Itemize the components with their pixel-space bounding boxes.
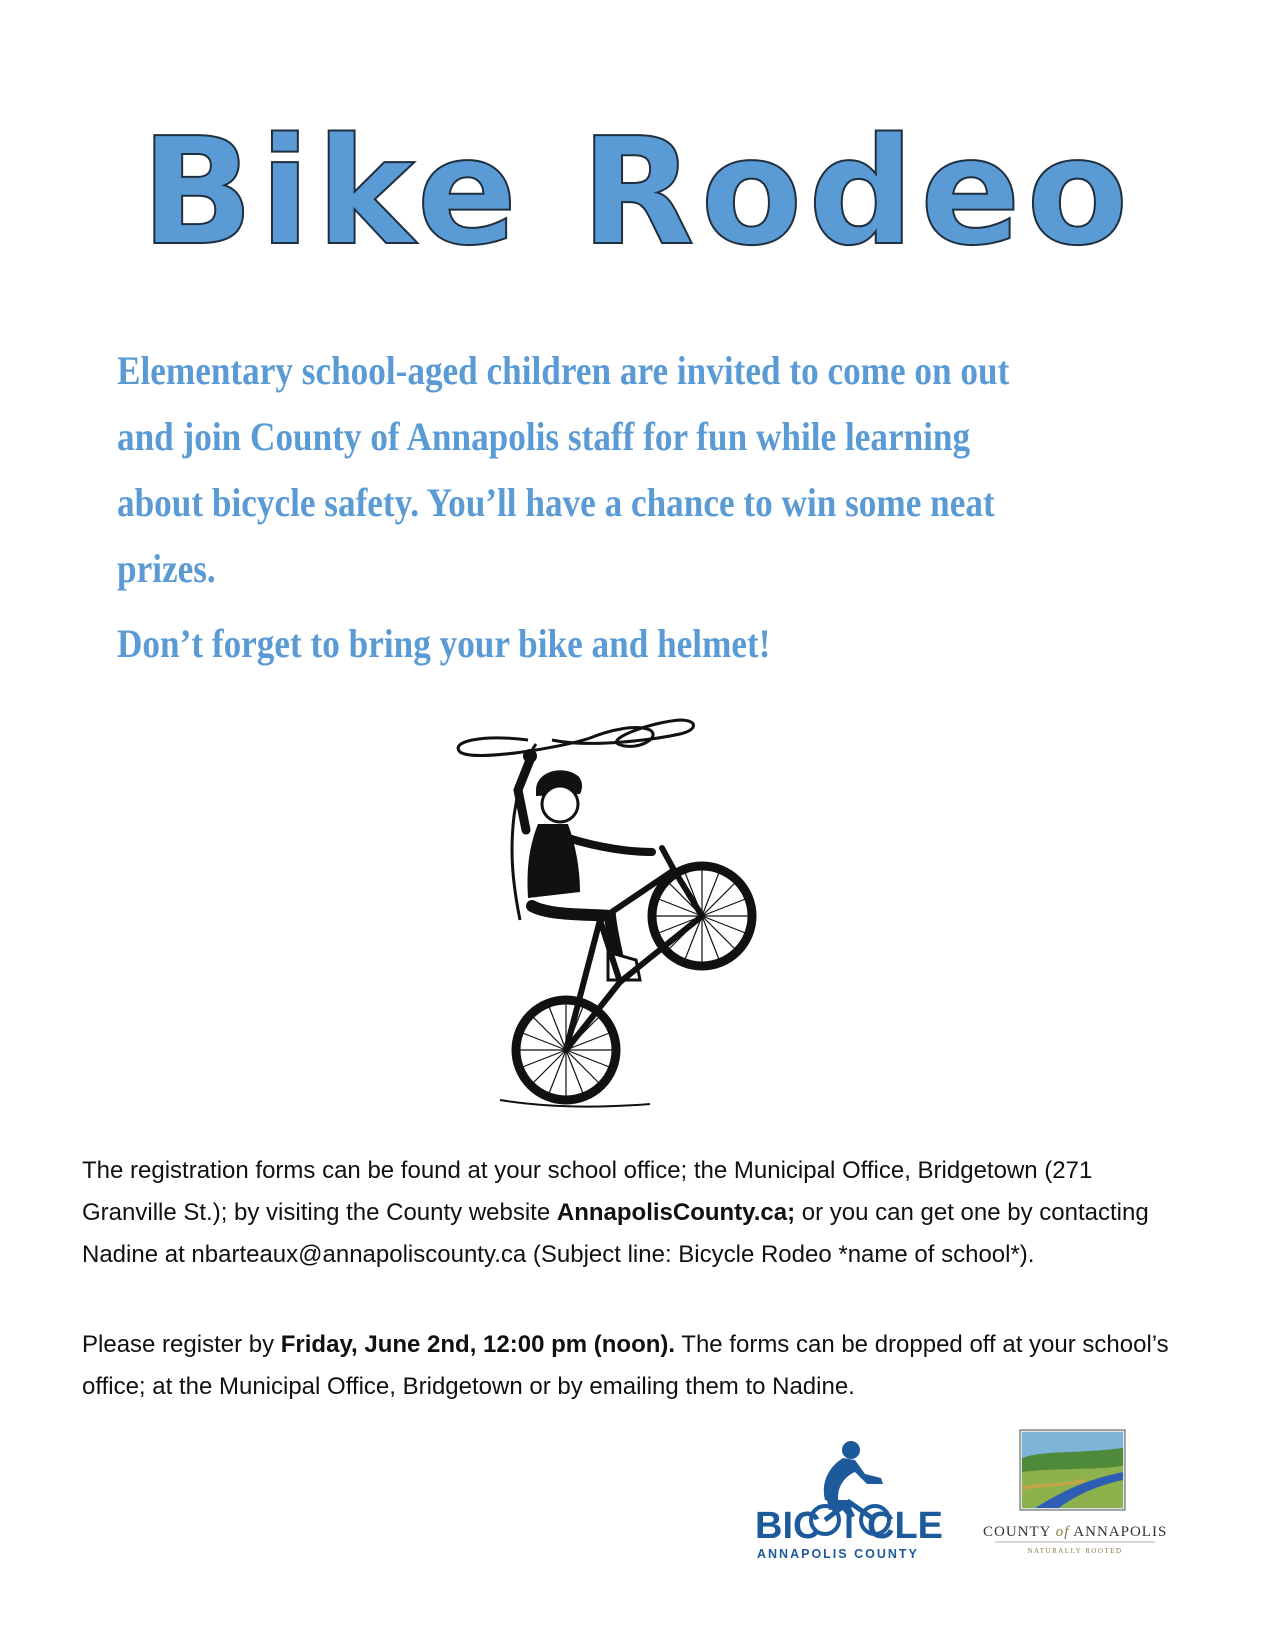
logo-county-tagline: NATURALLY ROOTED xyxy=(1027,1547,1123,1555)
cyclist-wheelie-lasso-icon xyxy=(440,720,800,1110)
reminder-text: Don’t forget to bring your bike and helmet! xyxy=(117,621,771,666)
logo-bicycle-end: CLE xyxy=(867,1505,943,1547)
county-website-link[interactable]: AnnapolisCounty.ca; xyxy=(556,1199,796,1226)
svg-text:COUNTY of ANNAPOLIS xyxy=(983,1524,1167,1540)
intro-paragraph: Elementary school-aged children are invited to come on out and join County of Annapolis staff for fun while learning about bicycle safety. You’ll have a chance to win some neat prizes. xyxy=(117,348,1010,591)
registration-text-end: or you can get one by contacting Nadine at nbarteaux@annapoliscounty.ca (Subject line: Bicycle Rodeo *name of school*). xyxy=(82,1199,1149,1268)
deadline-date: Friday, June 2nd, 12:00 pm (noon). xyxy=(280,1331,676,1358)
deadline-text-start: Please register by xyxy=(82,1331,281,1358)
logo-county-of: of xyxy=(1055,1524,1070,1540)
deadline-text-end: The forms can be dropped off at your school’s office; at the Municipal Office, Bridgetown or by emailing them to Nadine. xyxy=(82,1331,1169,1400)
county-of-annapolis-logo xyxy=(975,1428,1175,1558)
logo-bicycle-start: BIC xyxy=(755,1505,821,1547)
deadline-paragraph xyxy=(82,1324,1192,1408)
registration-text-start: The registration forms can be found at your school office; the Municipal Office, Bridgetown (271 Granville St.); by visiting the County website xyxy=(82,1157,1093,1226)
logo-county-part2: ANNAPOLIS xyxy=(1069,1524,1168,1540)
page-title: Bike Rodeo xyxy=(140,106,1135,278)
logo-county-part1: COUNTY xyxy=(983,1524,1056,1540)
registration-paragraph xyxy=(82,1150,1192,1276)
bicycle-annapolis-county-logo xyxy=(755,1438,943,1563)
logo-bicycle-subtitle: ANNAPOLIS COUNTY xyxy=(757,1547,919,1561)
